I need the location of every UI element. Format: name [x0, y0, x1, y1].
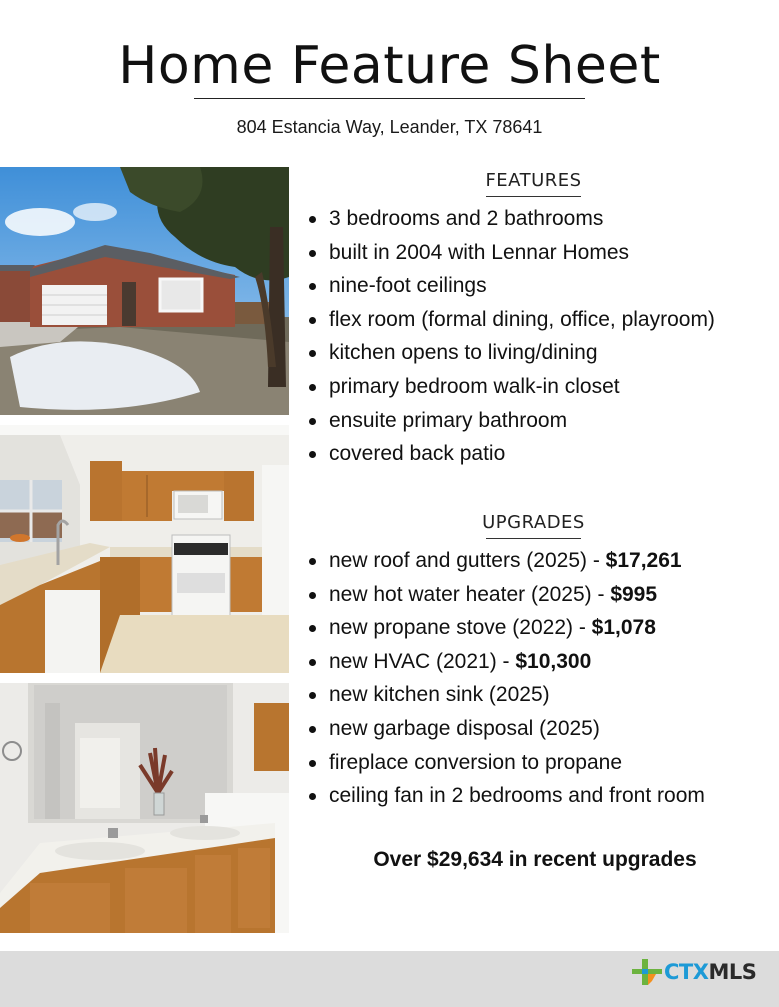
list-item — [305, 712, 775, 746]
upgrade-price: $995 — [610, 582, 658, 606]
list-item: primary bedroom walk-in closet — [305, 370, 775, 404]
upgrade-text: new garbage disposal (2025) — [329, 716, 600, 740]
texas-map-icon — [630, 957, 664, 987]
features-heading: FEATURES — [471, 170, 596, 197]
list-item — [305, 746, 775, 780]
list-item — [305, 611, 775, 645]
upgrade-text: new kitchen sink (2025) — [329, 683, 550, 707]
list-item: nine-foot ceilings — [305, 269, 775, 303]
list-item — [305, 779, 775, 813]
bathroom-photo — [0, 683, 289, 933]
list-item — [305, 678, 775, 712]
list-item: 3 bedrooms and 2 bathrooms — [305, 202, 775, 236]
house-exterior-photo — [0, 167, 289, 415]
upgrade-price: $10,300 — [515, 649, 592, 673]
list-item: covered back patio — [305, 437, 775, 471]
ctxmls-logo — [630, 957, 756, 987]
upgrades-summary: Over $29,634 in recent upgrades — [373, 848, 697, 871]
upgrade-text: new HVAC (2021) - — [329, 649, 516, 673]
list-item: flex room (formal dining, office, playroom) — [305, 303, 775, 337]
property-address: 804 Estancia Way, Leander, TX 78641 — [236, 117, 543, 137]
features-list — [305, 202, 775, 471]
title-divider — [194, 98, 585, 99]
upgrade-text: new roof and gutters (2025) - — [329, 549, 606, 572]
upgrade-text: fireplace conversion to propane — [329, 750, 623, 774]
list-item — [305, 645, 775, 679]
upgrade-price: $1,078 — [591, 616, 656, 640]
upgrades-list — [305, 544, 775, 813]
upgrades-heading: UPGRADES — [471, 512, 596, 539]
upgrade-text: ceiling fan in 2 bedrooms and front room — [329, 784, 705, 808]
list-item: built in 2004 with Lennar Homes — [305, 236, 775, 270]
page-title: Home Feature Sheet — [118, 36, 661, 96]
list-item — [305, 544, 775, 578]
logo-ctx-text: CTX — [664, 960, 709, 984]
list-item: kitchen opens to living/dining — [305, 336, 775, 370]
upgrade-text: new hot water heater (2025) - — [329, 582, 611, 606]
list-item: ensuite primary bathroom — [305, 404, 775, 438]
kitchen-photo — [0, 425, 289, 673]
list-item — [305, 578, 775, 612]
logo-mls-text: MLS — [708, 960, 757, 984]
upgrade-text: new propane stove (2022) - — [329, 616, 592, 640]
upgrade-price: $17,261 — [605, 549, 682, 572]
